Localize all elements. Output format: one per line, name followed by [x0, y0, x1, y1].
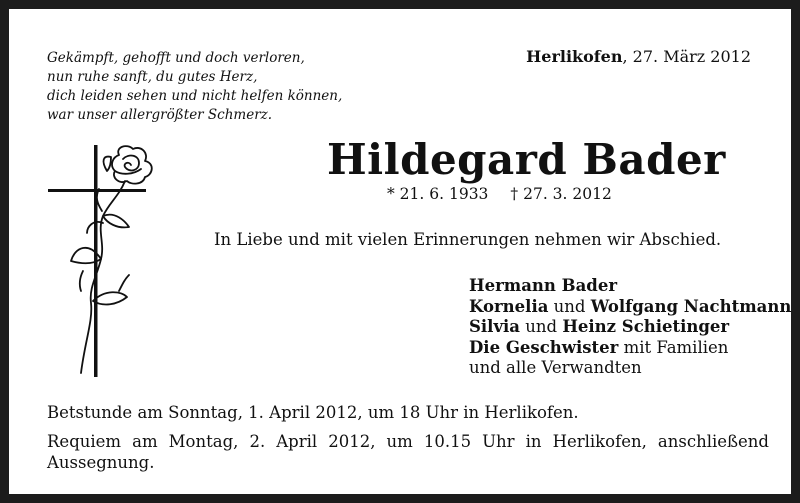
family-connector: und	[520, 317, 563, 336]
rose-icon	[71, 146, 152, 373]
family-name: Heinz Schietinger	[562, 317, 730, 336]
family-list	[469, 276, 791, 379]
poem-line: nun ruhe sanft, du gutes Herz,	[47, 69, 258, 85]
place: Herlikofen	[526, 47, 623, 66]
family-name: Silvia	[469, 317, 520, 336]
poem	[47, 49, 342, 125]
cross-rose-art	[45, 141, 160, 381]
family-name: Die Geschwister	[469, 337, 619, 357]
family-line	[469, 276, 791, 297]
date: , 27. März 2012	[622, 47, 751, 66]
death-date: † 27. 3. 2012	[510, 185, 612, 203]
family-line	[469, 297, 791, 318]
family-name: Wolfgang Nachtmann	[590, 296, 792, 316]
family-line	[469, 317, 791, 338]
life-dates	[387, 185, 612, 203]
family-name: Kornelia	[469, 296, 549, 316]
family-name: Hermann Bader	[469, 276, 618, 295]
poem-line: war unser allergrößter Schmerz.	[47, 107, 273, 123]
farewell-text: In Liebe und mit vielen Erinnerungen nehmen wir Abschied.	[214, 230, 722, 249]
prayer-hour-note: Betstunde am Sonntag, 1. April 2012, um 18 Uhr in Herlikofen.	[47, 403, 579, 422]
family-text: mit Familien	[618, 337, 729, 357]
requiem-note: Requiem am Montag, 2. April 2012, um 10.15 Uhr in Herlikofen, anschließend Aussegnung.	[47, 432, 769, 472]
deceased-name: Hildegard Bader	[327, 135, 726, 184]
family-line: und alle Verwandten	[469, 358, 642, 377]
family-line	[469, 338, 791, 359]
poem-line: dich leiden sehen und nicht helfen können,	[47, 88, 343, 104]
family-connector: und	[548, 296, 591, 316]
poem-line: Gekämpft, gehofft und doch verloren,	[47, 50, 305, 66]
place-date	[526, 47, 751, 66]
birth-date: * 21. 6. 1933	[387, 185, 489, 203]
